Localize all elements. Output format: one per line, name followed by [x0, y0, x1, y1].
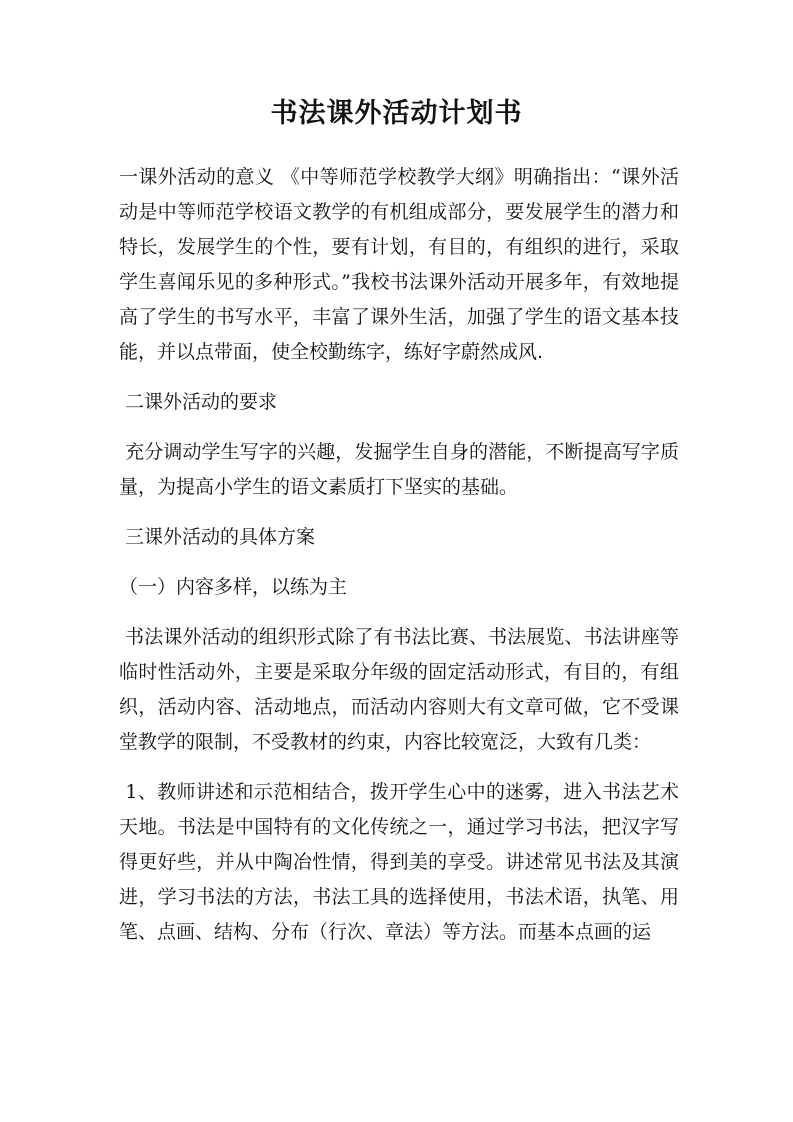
document-title: 书法课外活动计划书 — [270, 98, 523, 129]
heading-requirements: 二课外活动的要求 — [119, 391, 278, 413]
paragraph-forms: 书法课外活动的组织形式除了有书法比赛、书法展览、书法讲座等临时性活动外，主要是采取分年级的固定活动形式，有目的，有组织，活动内容、活动地点，而活动内容则大有文章可做，它不受课堂教学的限制，不受教材的约束，内容比较宽泛，大致有几类： — [119, 626, 679, 753]
paragraph-requirements: 充分调动学生写字的兴趣，发掘学生自身的潜能，不断提高写字质量，为提高小学生的语文素质打下坚实的基础。 — [119, 441, 679, 498]
subheading-content: （一）内容多样，以练为主 — [119, 576, 348, 598]
paragraph-item-1: 1、教师讲述和示范相结合，拨开学生心中的迷雾，进入书法艺术天地。书法是中国特有的文化传统之一，通过学习书法，把汉字写得更好些，并从中陶冶性情，得到美的享受。讲述常见书法及其演进，学习书法的方法，书法工具的选择使用，书法术语，执笔、用笔、点画、结构、分布（行次、章法）等方法。而基本点画的运 — [119, 781, 680, 943]
heading-plan: 三课外活动的具体方案 — [119, 526, 316, 548]
document-body — [119, 160, 679, 950]
paragraph-significance: 一课外活动的意义 《中等师范学校教学大纲》明确指出：“课外活动是中等师范学校语文教学的有机组成部分，要发展学生的潜力和特长，发展学生的个性，要有计划，有目的，有组织的进行，采取学生喜闻乐见的多种形式。”我校书法课外活动开展多年，有效地提高了学生的书写水平，丰富了课外生活，加强了学生的语文基本技能，并以点带面，使全校勤练字，练好字蔚然成风. — [119, 166, 679, 363]
